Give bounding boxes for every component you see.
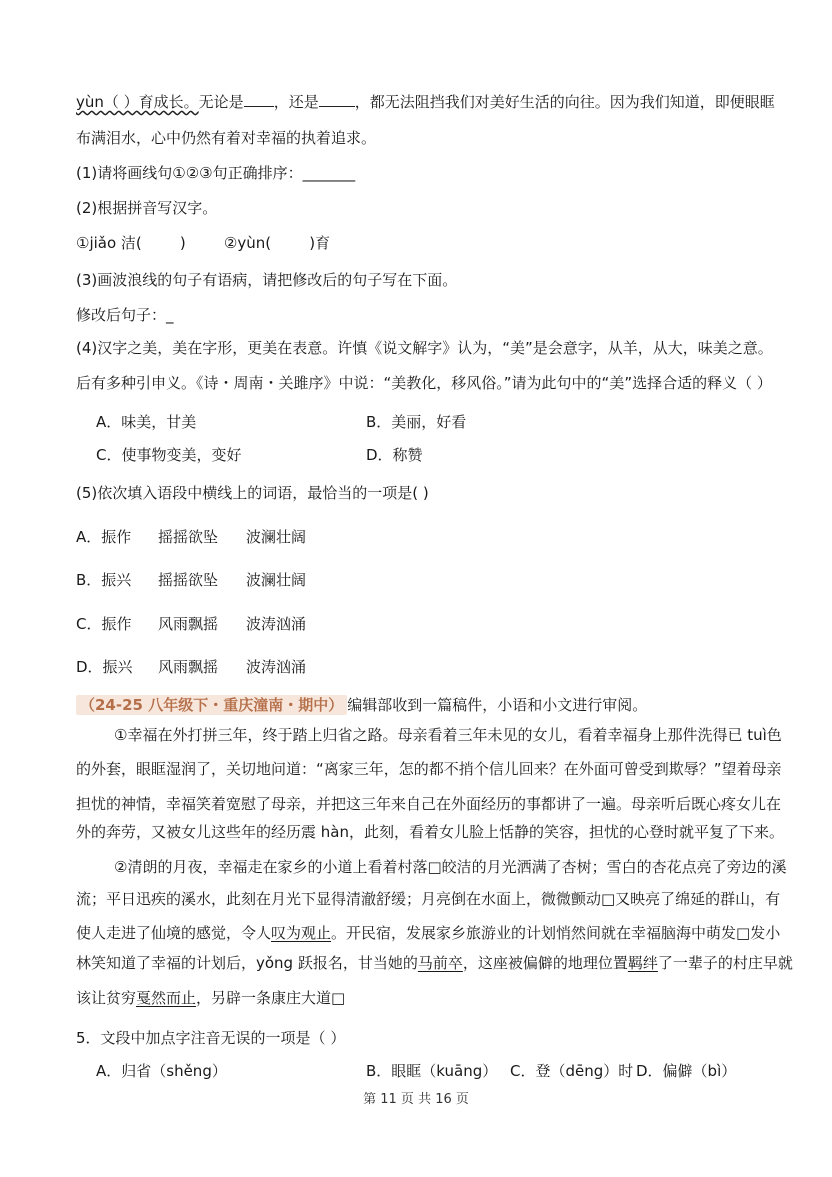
q5-option-d-letter: D．振兴: [76, 658, 133, 676]
underlined-word: 羁绊: [627, 954, 658, 972]
q5-option-b-word2: 波澜壮阔: [246, 571, 307, 589]
q5-option-a-word2: 波澜壮阔: [246, 528, 307, 546]
paragraph-2-line-5: 该让贫穷戛然而止，另辟一条康庄大道□: [76, 989, 346, 1007]
q4-option-a: A．味美，甘美: [96, 413, 197, 431]
question-3-answer: 修改后句子：_: [76, 306, 174, 324]
question-2-items: ①jiǎo 洁( ) ②yùn( )育: [76, 234, 331, 252]
paragraph-1-line-3: 担忧的神情，幸福笑着宽慰了母亲，并把这三年来自己在外面经历的事都讲了一遍。母亲听后既心疼女儿在: [76, 795, 782, 813]
paragraph-1-line-4: 外的奔劳，又被女儿这些年的经历震 hàn，此刻，看着女儿脸上恬静的笑容，担忧的心登时就平复了下来。: [76, 823, 784, 841]
paragraph-2-line-1: ②清朗的月夜，幸福走在家乡的小道上看着村落□皎洁的月光洒满了杏树；雪白的杏花点亮了旁边的溪: [114, 858, 787, 876]
question-4-line-1: (4)汉字之美，美在字形，更美在表意。许慎《说文解字》认为，“美”是会意字，从羊，从大，味美之意。: [76, 339, 773, 357]
q5-option-d-word2: 波涛汹涌: [246, 658, 307, 676]
q5-option-b-word1: 摇摇欲坠: [158, 571, 219, 589]
q5-option-b-letter: B．振兴: [76, 571, 132, 589]
paragraph-2-line-4: 林笑知道了幸福的计划后，yǒng 跃报名，甘当她的马前卒，这座被偏僻的地理位置羁绊了一辈子的村庄早就: [76, 954, 793, 972]
q5-option-c-letter: C．振作: [76, 615, 132, 633]
paragraph-1-line-1: ①幸福在外打拼三年，终于踏上归省之路。母亲看着三年未见的女儿，看着幸福身上那件洗得已 tuì色: [114, 726, 782, 744]
question-5-main: 5．文段中加点字注音无误的一项是（ ）: [76, 1029, 346, 1047]
q5-option-d-word1: 风雨飘摇: [158, 658, 219, 676]
underlined-word: 叹为观止: [271, 924, 332, 942]
q5-option-a-word1: 摇摇欲坠: [158, 528, 219, 546]
question-4-line-2: 后有多种引申义。《诗・周南・关雎序》中说：“美教化，移风俗。”请为此句中的“美”选择合适的释义（ ）: [76, 374, 772, 392]
q5main-option-c: C．登（dēng）时: [510, 1062, 634, 1080]
paragraph-2-line-2: 流；平日迅疾的溪水，此刻在月光下显得清澈舒缓；月亮倒在水面上，微微颤动□又映亮了绵延的群山，有: [76, 890, 781, 908]
wavy-sentence: yùn（ ）育成长。: [76, 93, 199, 111]
source-tag: （24-25 八年级下・重庆潼南・期中）: [76, 695, 347, 715]
paragraph-2-line-3: 使人走进了仙境的感觉，令人叹为观止。开民宿，发展家乡旅游业的计划悄然间就在幸福脑海中萌发□发小: [76, 924, 781, 942]
question-5: (5)依次填入语段中横线上的词语，最恰当的一项是( ): [76, 484, 429, 502]
section-2-header: [76, 695, 647, 715]
question-2: (2)根据拼音写汉字。: [76, 199, 218, 217]
page-footer: 第 11 页 共 16 页: [363, 1092, 469, 1107]
passage-line-1: yùn（ ）育成长。无论是 ，还是 ，都无法阻挡我们对美好生活的向往。因为我们知道，即便眼眶: [76, 93, 775, 111]
underlined-word: 戛然而止: [136, 989, 197, 1007]
question-3: (3)画波浪线的句子有语病，请把修改后的句子写在下面。: [76, 271, 458, 289]
paragraph-1-line-2: 的外套，眼眶湿润了，关切地问道：“离家三年，怎的都不捎个信儿回来？在外面可曾受到欺辱？”望着母亲: [76, 760, 782, 778]
blank: [319, 92, 355, 107]
q5-option-c-word1: 风雨飘摇: [158, 615, 219, 633]
q5main-option-a: A．归省（shěng）: [96, 1062, 227, 1080]
blank: [244, 92, 274, 107]
q5main-option-d: D．偏僻（bì）: [636, 1062, 737, 1080]
underlined-word: 马前卒: [417, 954, 463, 972]
q5main-option-b: B．眼眶（kuāng）: [366, 1062, 498, 1080]
q4-option-b: B．美丽，好看: [366, 413, 467, 431]
section-2-intro: 编辑部收到一篇稿件，小语和小文进行审阅。: [347, 696, 648, 714]
q4-option-c: C．使事物变美，变好: [96, 446, 242, 464]
question-1: (1)请将画线句①②③句正确排序：_______: [76, 164, 356, 182]
passage-line-2: 布满泪水，心中仍然有着对幸福的执着追求。: [76, 129, 377, 147]
q4-option-d: D．称赞: [366, 446, 423, 464]
q5-option-c-word2: 波涛汹涌: [246, 615, 307, 633]
q5-option-a-letter: A．振作: [76, 528, 132, 546]
